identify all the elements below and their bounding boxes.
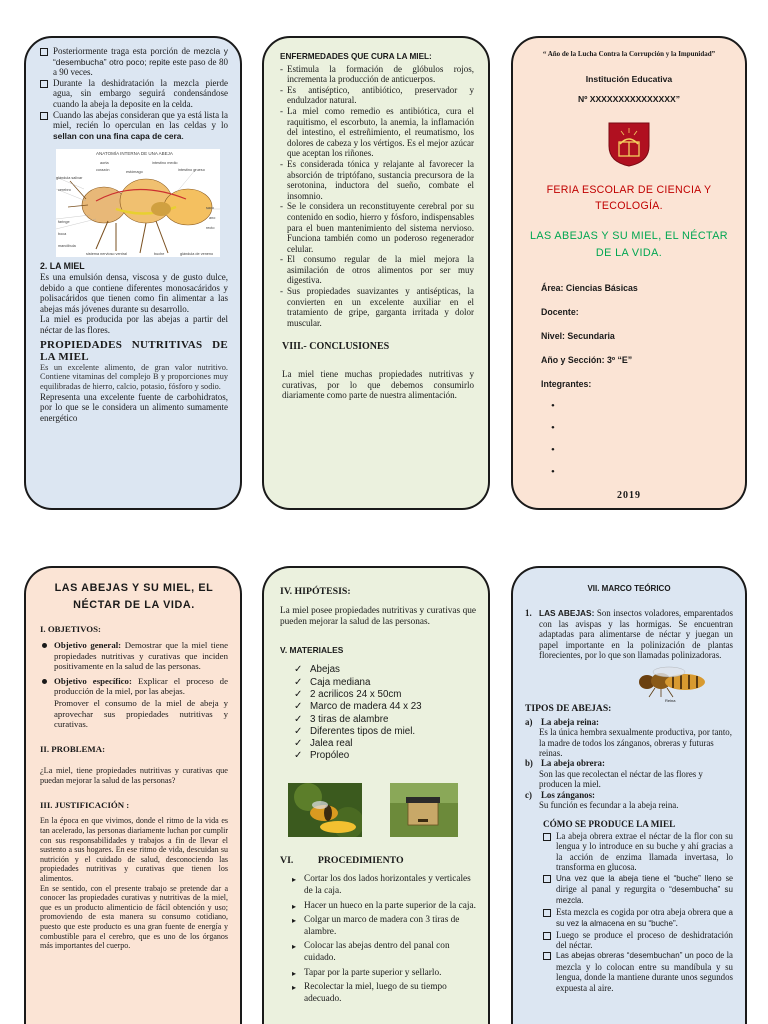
area-label: Área: Ciencias Básicas [541,283,638,294]
hypothesis-text: La miel posee propiedades nutritivas y curativas que pueden mejorar la salud de las personas. [280,605,476,628]
figure-label: faringe [58,220,70,225]
objectives-list [40,640,228,696]
integrantes-list [527,400,731,488]
figure-label: buche [154,252,165,257]
list-item: a) La abeja reina: Es la única hembra sexualmente productiva, por tanto, la madre de todos los zánganos, obreras y futuras reinas. [525,716,732,759]
objectives-title: LAS ABEJAS Y SU MIEL, EL NÉCTAR DE LA VIDA. [54,582,214,611]
list-item: ✓ Propóleo [294,750,476,762]
problem-text: ¿La miel, tiene propiedades nutritivas y curativas que puedan mejorar la salud de las personas? [40,766,228,786]
list-item: ▸ Hacer un hueco en la parte superior de la caja. [292,901,476,913]
figure-label: corazón [96,168,110,173]
list-item: - Es considerada tónica y relajante al favorecer la absorción de triptófano, sustancia precursora de la serotonina, inductora del sueño, combate el insomnio. [280,159,474,201]
list-item: ✓ Jalea real [294,738,476,750]
beehive-box-photo [390,783,458,837]
figure-label: ano [209,216,216,221]
cover-title: LAS ABEJAS Y SU MIEL, EL NÉCTAR DE LA VIDA. [529,230,729,260]
problem-heading: II. PROBLEMA: [40,743,106,754]
conclusions-heading: VIII.- CONCLUSIONES [282,341,390,353]
nivel-label: Nivel: Secundaria [541,331,615,342]
list-item: ▸ Recolectar la miel, luego de su tiempo adecuado. [292,982,476,1005]
bee-on-flower-photo [288,783,362,837]
hypothesis-heading: IV. HIPÓTESIS: [280,586,351,597]
miel-text-2: La miel es producida por las abejas a partir del néctar de las flores. [40,314,228,335]
abejas-number: 1. [525,608,532,619]
list-item [527,422,731,444]
panel-theory [511,566,747,1024]
figure-label: aorta [100,161,109,166]
figure-title: ANATOMÍA INTERNA DE UNA ABEJA [96,151,173,157]
list-item: La abeja obrera extrae el néctar de la flor con su lengua y lo introduce en su buche y ahí gracias a la acción de enzima llamada invertasa, lo transforma en glucosa. [543,831,733,873]
list-item: Cuando las abejas consideran que ya está lista la miel, recién lo operculan en las celdas y lo sellan con una fina capa de cera. [40,110,228,142]
procedure-heading: VI. PROCEDIMIENTO [280,854,404,866]
list-item: - El consumo regular de la miel mejora la asimilación de otros alimentos por ser muy digestiva. [280,254,474,286]
figure-label: intestino medio [152,161,178,166]
process-list [40,46,228,141]
fair-title: FERIA ESCOLAR DE CIENCIA Y TECOLOGÍA. [546,184,712,213]
diseases-list [280,64,474,329]
list-item: Objetivo general: Demostrar que la miel tiene propiedades nutritivas y curativas que inciden positivamente en la salud de las personas. [40,640,228,671]
list-item: Luego se produce el proceso de deshidratación del néctar. [543,930,733,951]
figure-label: saco [206,206,215,211]
list-item [527,466,731,488]
list-item: Objetivo específico: Explicar el proceso de producción de la miel, por las abejas. [40,676,228,697]
list-item: - Sus propiedades suavizantes y antisépticas, la convierten en un excelente auxiliar en el tratamiento de gripe, garganta irritada y dolor muscular. [280,286,474,328]
justification-text: En la época en que vivimos, donde el ritmo de la vida es tan acelerado, las personas diariamente luchan por cumplir con sus responsabilidades y trabajos a fin de llevar el sustento a sus hogares. En ese ritmo de vida, descuidan su nutrición y el cuidado de salud, desconociendo las propiedades nutritivas y curativas que tienen los alimentos. [40,816,228,884]
list-item: ✓ 3 tiras de alambre [294,714,476,726]
objective-extra: Promover el consumo de la miel de abeja y aprovechar sus propiedades nutritivas y curativas. [54,698,228,730]
figure-label: mandíbula [58,244,76,249]
figure-label: boca [58,232,67,237]
figure-label: recto [206,226,215,231]
figure-label: cerebro [58,188,71,193]
queen-bee-image [629,664,707,698]
year-motto: “ Año de la Lucha Contra la Corrupción y la Impunidad” [542,50,716,58]
list-item: ✓ Marco de madera 44 x 23 [294,701,476,713]
figure-label: glándula salivar [56,176,83,181]
list-item: Durante la deshidratación la mezcla pierde agua, sin embargo seguirá condensándose cuando la abeja la deposite en la celda. [40,78,228,110]
tipos-list [525,717,733,811]
cover-year: 2019 [617,490,641,502]
list-item: ▸ Colgar un marco de madera con 3 tiras de alambre. [292,915,476,938]
panel-diseases [262,36,490,510]
tipos-heading: TIPOS DE ABEJAS: [525,703,612,715]
school-crest-logo [606,120,652,168]
docente-label: Docente: [541,307,579,318]
list-item: - Se le considera un reconstituyente cerebral por su contenido en sodio, hierro y fósforo, indispensables para el buen mantenimiento del sistema nervioso. Funciona también como un poderoso regenerador celular. [280,201,474,254]
list-item: ▸ Tapar por la parte superior y sellarlo. [292,968,476,980]
institution-name: Institución Educativa [585,74,673,85]
materials-heading: V. MATERIALES [280,644,344,655]
figure-label: sistema nervioso ventral [86,252,127,257]
list-item: Una vez que la abeja tiene el “buche” lleno se dirige al panal y regurgita o “desembucha” su mezcla. [543,873,733,907]
prop-text-2: Representa una excelente fuente de carbohidratos, por lo que se le considera un alimento sumamente energético [40,391,228,424]
figure-label: intestino grueso [178,168,205,173]
integrantes-label: Integrantes: [541,379,592,390]
procedure-list [292,874,476,1005]
queen-bee-caption: Reina [665,698,676,704]
list-item: - Es antiséptico, antibiótico, preservador y endulzador natural. [280,85,474,106]
list-item: - Estimula la formación de glóbulos rojos, incrementa la producción de anticuerpos. [280,64,474,85]
figure-label: glándula de veneno [180,252,214,257]
objectives-heading: I. OBJETIVOS: [40,624,101,634]
abejas-text: LAS ABEJAS: Son insectos voladores, emparentados con las avispas y las hormigas. Se encuentran adaptadas para alimentarse de néctar y juegan un papel importante en la polinización de plantas florecientes, por lo que son llamadas polinizadoras. [539,608,733,661]
list-item: Las abejas obreras “desembuchan” un poco de la mezcla y lo colocan entre su mandíbula y su lengua, donde la mantiene durante unos segundos expuesta al aire. [543,950,733,993]
panel-cover [511,36,747,510]
list-item: ▸ Cortar los dos lados horizontales y verticales de la caja. [292,874,476,897]
list-item: - La miel como remedio es antibiótica, cura el raquitismo, el escorbuto, la anemia, la inflamación del intestino, el estreñimiento, el reumatismo, los dolores de cabeza y los vértigos. Es el mejor azúcar que aceptan los riñones. [280,106,474,159]
como-list [543,831,733,993]
list-item: ✓ Caja mediana [294,677,476,689]
institution-number: Nº XXXXXXXXXXXXXXX” [577,94,680,105]
list-item: ✓ Diferentes tipos de miel. [294,726,476,738]
list-item: b) La abeja obrera: Son las que recolectan el néctar de las flores y producen la miel. [525,758,703,790]
justification-heading: III. JUSTIFICACIÓN : [40,800,130,811]
figure-label: estómago [126,170,143,175]
list-item: Esta mezcla es cogida por otra abeja obrera que a su vez la almacena en su “buche”. [543,907,733,930]
panel-hypothesis [262,566,490,1024]
prop-heading: PROPIEDADES NUTRITIVAS DE LA MIEL [40,338,228,363]
list-item [527,444,731,466]
list-item: ✓ 2 acrilicos 24 x 50cm [294,689,476,701]
list-item: Posteriormente traga esta porción de mezcla y “desembucha” otro poco; repite este paso de 80 a 90 veces. [40,46,228,78]
list-item: ✓ Abejas [294,664,476,676]
panel-honey-process [24,36,242,510]
panel-objectives [24,566,242,1024]
justification-text-2: En se sentido, con el presente trabajo se pretende dar a conocer las propiedades curativas y nutritivas de la miel, que es un producto alimenticio de fácil obtención y uso; promoviendo de esta manera su consumo cotidiano, puesto que este producto es una gran fuente de energía y combustible para el cerebro, que es uno de los órganos más importantes del cuerpo. [40,883,228,951]
miel-heading: 2. LA MIEL [40,261,85,272]
bee-anatomy-figure [56,149,220,257]
list-item [527,400,731,422]
miel-text: Es una emulsión densa, viscosa y de gusto dulce, debido a que contiene diferentes monosacáridos y polisacáridos que tienen como fin alimentar a las abejas más jóvenes durante su desarrollo. [40,271,228,314]
conclusions-text: La miel tiene muchas propiedades nutritivas y curativas, por lo que debemos consumirlo diariamente como parte de nuestra alimentación. [282,369,474,401]
materials-list [294,664,476,762]
list-item: ▸ Colocar las abejas dentro del panal con cuidado. [292,941,476,964]
seccion-label: Año y Sección: 3º “E” [541,355,633,366]
theory-heading: VII. MARCO TEÓRICO [587,584,671,593]
diseases-heading: ENFERMEDADES QUE CURA LA MIEL: [280,52,432,61]
prop-text: Es un excelente alimento, de gran valor nutritivo. Contiene vitaminas del complejo B y proporciones muy equilibradas de hierro, calcio, potasio, fósforo y sodio. [40,362,228,392]
como-heading: CÓMO SE PRODUCE LA MIEL [543,818,676,829]
list-item: c) Los zánganos: Su función es fecundar a la abeja reina. [525,789,679,811]
